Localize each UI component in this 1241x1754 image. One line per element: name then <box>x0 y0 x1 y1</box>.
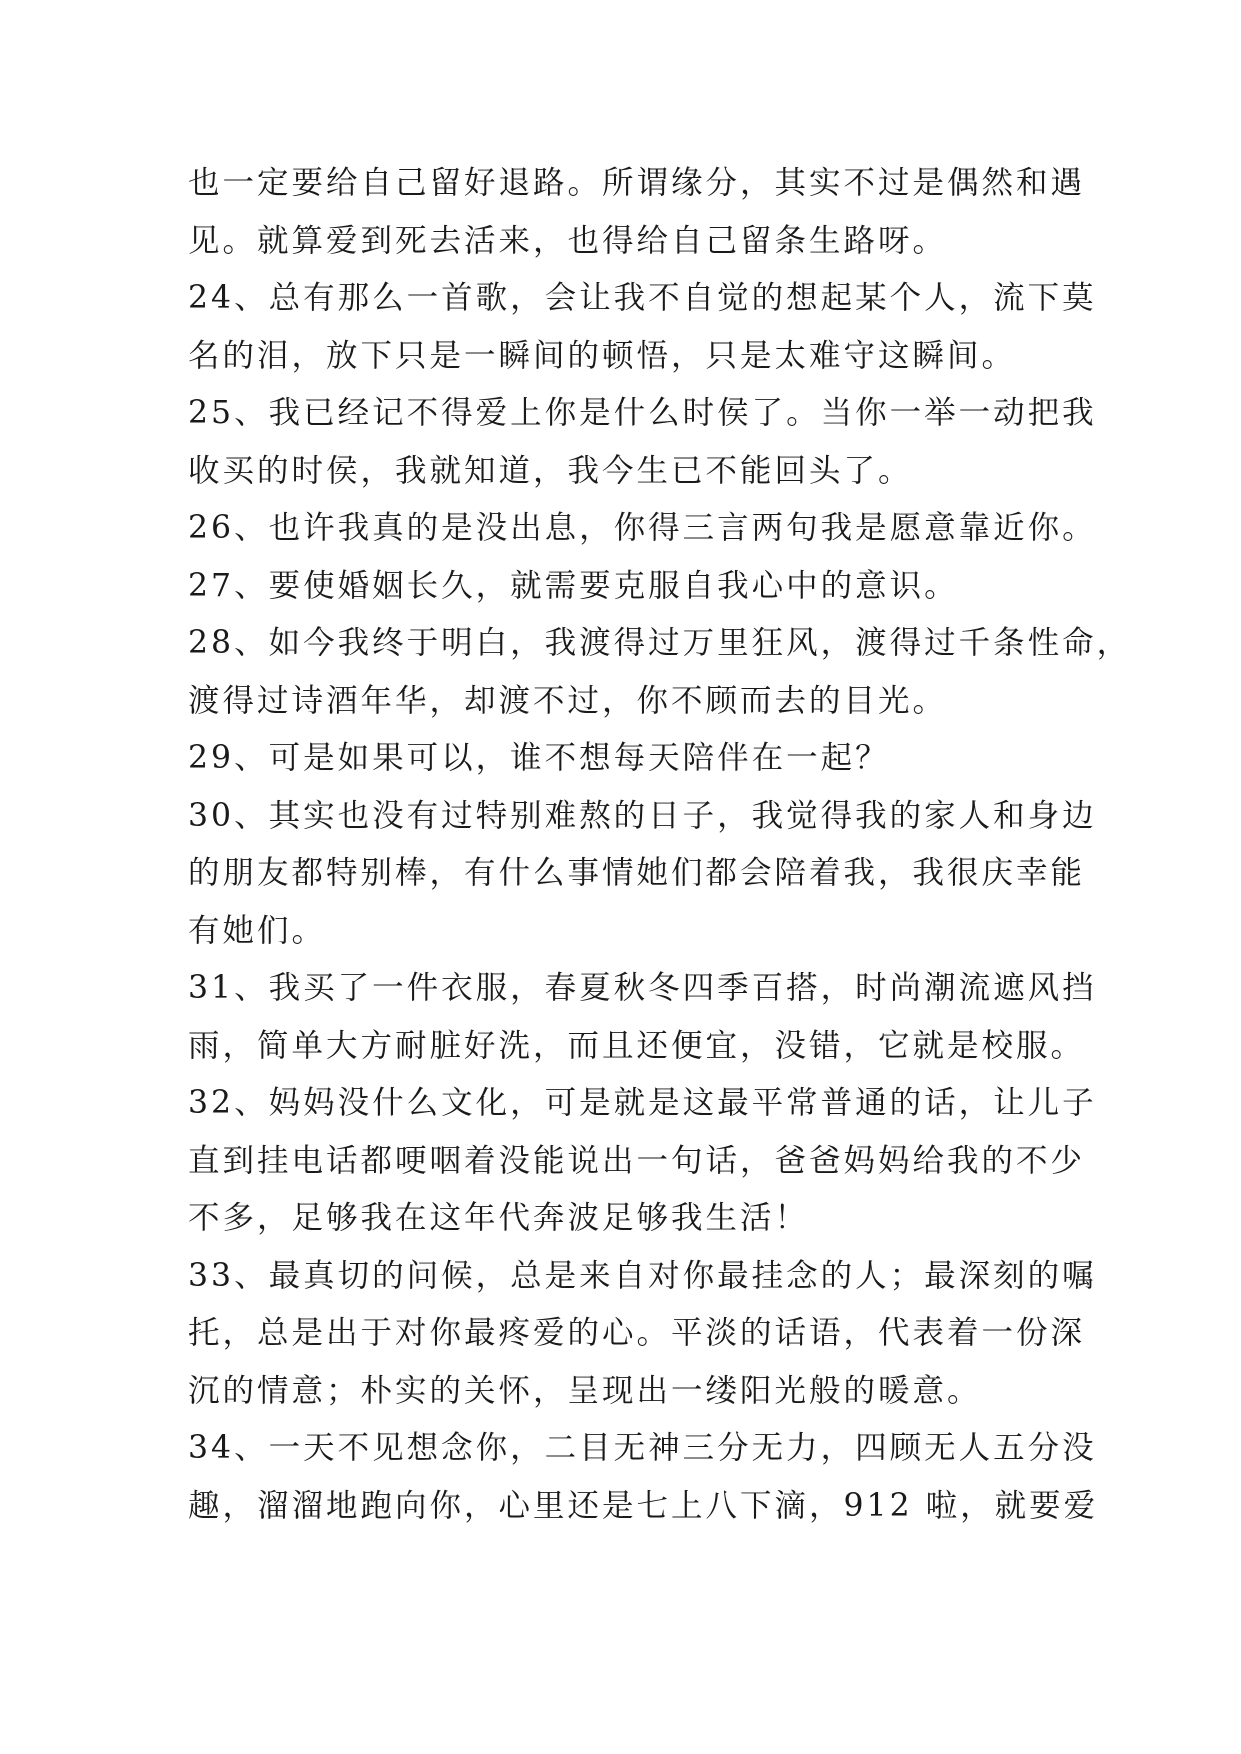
text-line: 31、我买了一件衣服，春夏秋冬四季百搭，时尚潮流遮风挡 <box>188 970 1097 1006</box>
text-line: 见。就算爱到死去活来，也得给自己留条生路呀。 <box>188 222 948 259</box>
text-line: 26、也许我真的是没出息，你得三言两句我是愿意靠近你。 <box>188 510 1097 546</box>
text-line: 24、总有那么一首歌，会让我不自觉的想起某个人，流下莫 <box>188 280 1097 316</box>
text-line: 直到挂电话都哽咽着没能说出一句话，爸爸妈妈给我的不少 <box>188 1142 1086 1179</box>
text-line: 33、最真切的问候，总是来自对你最挂念的人；最深刻的嘱 <box>188 1257 1097 1294</box>
text-line: 25、我已经记不得爱上你是什么时侯了。当你一举一动把我 <box>188 395 1097 431</box>
text-line: 也一定要给自己留好退路。所谓缘分，其实不过是偶然和遇 <box>188 165 1086 201</box>
text-line: 27、要使婚姻长久，就需要克服自我心中的意识。 <box>188 567 959 604</box>
text-line: 的朋友都特别棒，有什么事情她们都会陪着我，我很庆幸能 <box>188 855 1086 891</box>
text-line: 名的泪，放下只是一瞬间的顿悟，只是太难守这瞬间。 <box>188 337 1017 374</box>
text-line: 托，总是出于对你最疼爱的心。平淡的话语，代表着一份深 <box>188 1315 1086 1351</box>
text-line: 趣，溜溜地跑向你，心里还是七上八下滴，912 啦，就要爱 <box>188 1487 1099 1524</box>
document-body <box>188 155 1132 1535</box>
text-line: 有她们。 <box>188 912 327 949</box>
text-line: 收买的时侯，我就知道，我今生已不能回头了。 <box>188 452 913 489</box>
text-line: 沉的情意；朴实的关怀，呈现出一缕阳光般的暖意。 <box>188 1372 982 1409</box>
text-line: 雨，简单大方耐脏好洗，而且还便宜，没错，它就是校服。 <box>188 1027 1086 1064</box>
text-line: 30、其实也没有过特别难熬的日子，我觉得我的家人和身边 <box>188 797 1097 834</box>
text-line: 34、一天不见想念你，二目无神三分无力，四顾无人五分没 <box>188 1430 1097 1466</box>
text-line: 不多，足够我在这年代奔波足够我生活！ <box>188 1200 810 1236</box>
text-line: 28、如今我终于明白，我渡得过万里狂风，渡得过千条性命， <box>188 625 1132 661</box>
text-line: 渡得过诗酒年华，却渡不过，你不顾而去的目光。 <box>188 682 948 719</box>
text-line: 32、妈妈没什么文化，可是就是这最平常普通的话，让儿子 <box>188 1085 1097 1121</box>
text-line: 29、可是如果可以，谁不想每天陪伴在一起？ <box>188 740 890 776</box>
